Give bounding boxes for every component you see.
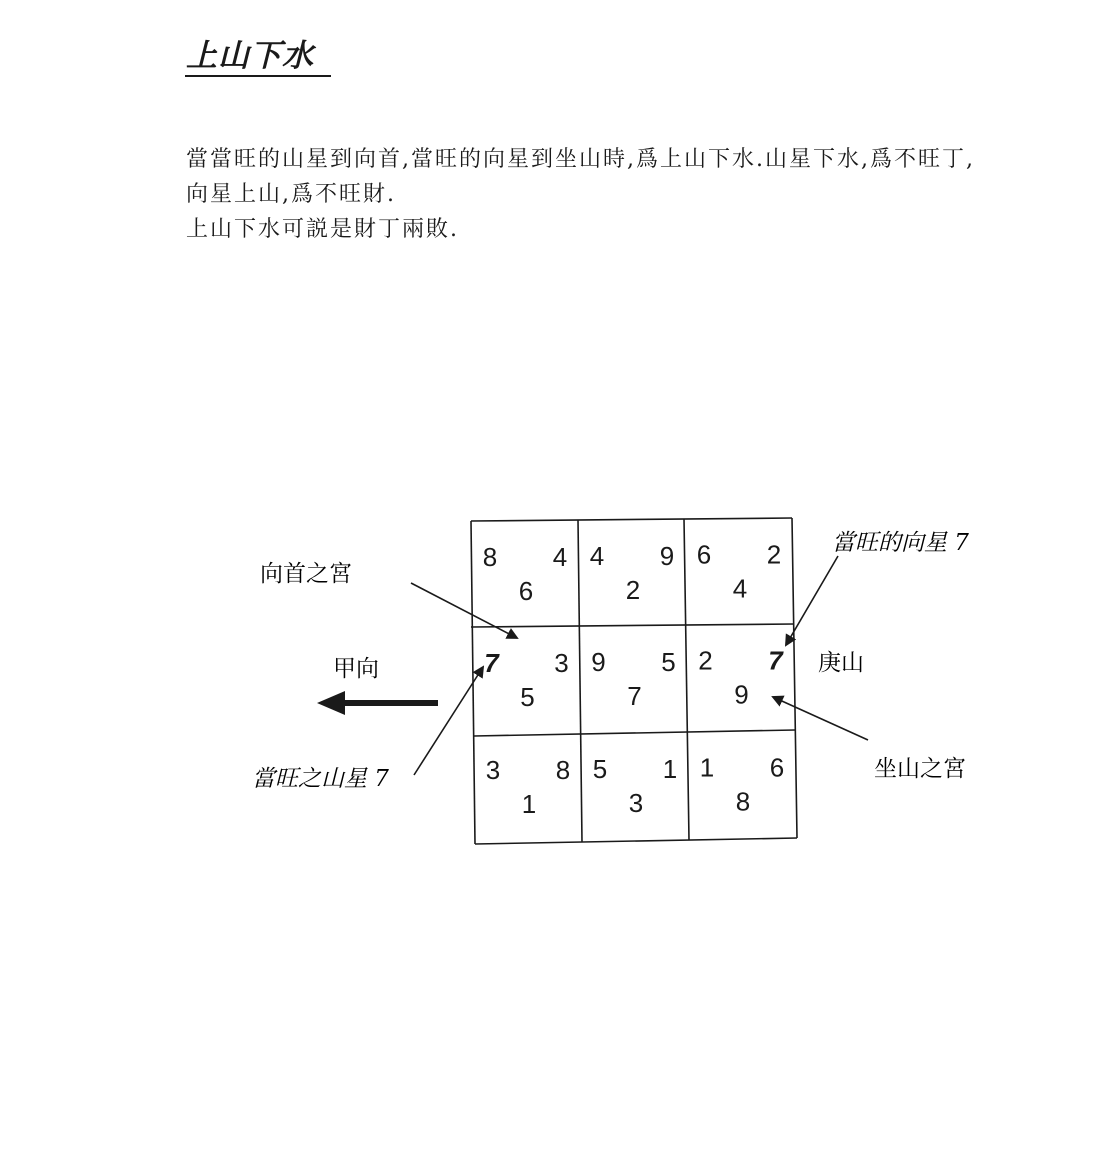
sitting-palace-label: 坐山之宮 <box>874 756 966 782</box>
palace-3-3-base-star: 8 <box>735 786 751 817</box>
paragraph-line-3: 上山下水可説是財丁兩敗. <box>186 217 459 242</box>
facing-direction-label: 甲向 <box>333 656 379 682</box>
palace-3-2-base-star: 3 <box>628 787 644 818</box>
palace-3-3-mountain-star: 1 <box>699 752 715 783</box>
mountain-star-arrow <box>414 667 483 775</box>
page-title: 上山下水 <box>186 38 314 74</box>
palace-1-1-facing-star: 4 <box>552 542 568 572</box>
palace-2-2-base-star: 7 <box>627 680 642 711</box>
palace-2-3-base-star: 9 <box>734 679 749 710</box>
palace-1-2-base-star: 2 <box>625 574 641 605</box>
paragraph-line-2: 向星上山,爲不旺財. <box>186 182 396 207</box>
left-arrow-icon <box>317 691 438 715</box>
palace-3-1-facing-star: 8 <box>555 755 571 785</box>
palace-2-2-facing-star: 5 <box>661 646 676 677</box>
palace-2-2-mountain-star: 9 <box>591 646 606 677</box>
palace-1-1-mountain-star: 8 <box>482 542 498 572</box>
sitting-palace-arrow <box>773 697 868 740</box>
palace-2-1-mountain-star: 7 <box>484 648 499 678</box>
sitting-mountain-label: 庚山 <box>818 650 864 676</box>
palace-3-3-facing-star: 6 <box>769 752 785 783</box>
prosperous-mountain-star-label: 當旺之山星 7 <box>252 766 389 792</box>
palace-3-2-mountain-star: 5 <box>592 753 608 784</box>
palace-2-3-facing-star: 7 <box>768 645 783 676</box>
palace-2-3-mountain-star: 2 <box>698 645 713 676</box>
palace-1-3-mountain-star: 6 <box>696 539 712 570</box>
facing-palace-label: 向首之宮 <box>260 561 352 587</box>
palace-1-3-facing-star: 2 <box>766 539 782 570</box>
palace-1-1-base-star: 6 <box>518 576 534 606</box>
palace-2-1-base-star: 5 <box>520 682 535 712</box>
palace-3-1-mountain-star: 3 <box>485 755 501 785</box>
palace-1-2-mountain-star: 4 <box>589 540 605 571</box>
palace-1-3-base-star: 4 <box>732 573 748 604</box>
palace-1-2-facing-star: 9 <box>659 540 675 571</box>
facing-palace-arrow <box>411 583 517 638</box>
palace-2-1-facing-star: 3 <box>554 648 569 678</box>
palace-3-2-facing-star: 1 <box>662 753 678 784</box>
paragraph-line-1: 當當旺的山星到向首,當旺的向星到坐山時,爲上山下水.山星下水,爲不旺丁, <box>186 147 975 172</box>
palace-3-1-base-star: 1 <box>521 789 537 819</box>
prosperous-facing-star-label: 當旺的向星 7 <box>832 530 969 556</box>
